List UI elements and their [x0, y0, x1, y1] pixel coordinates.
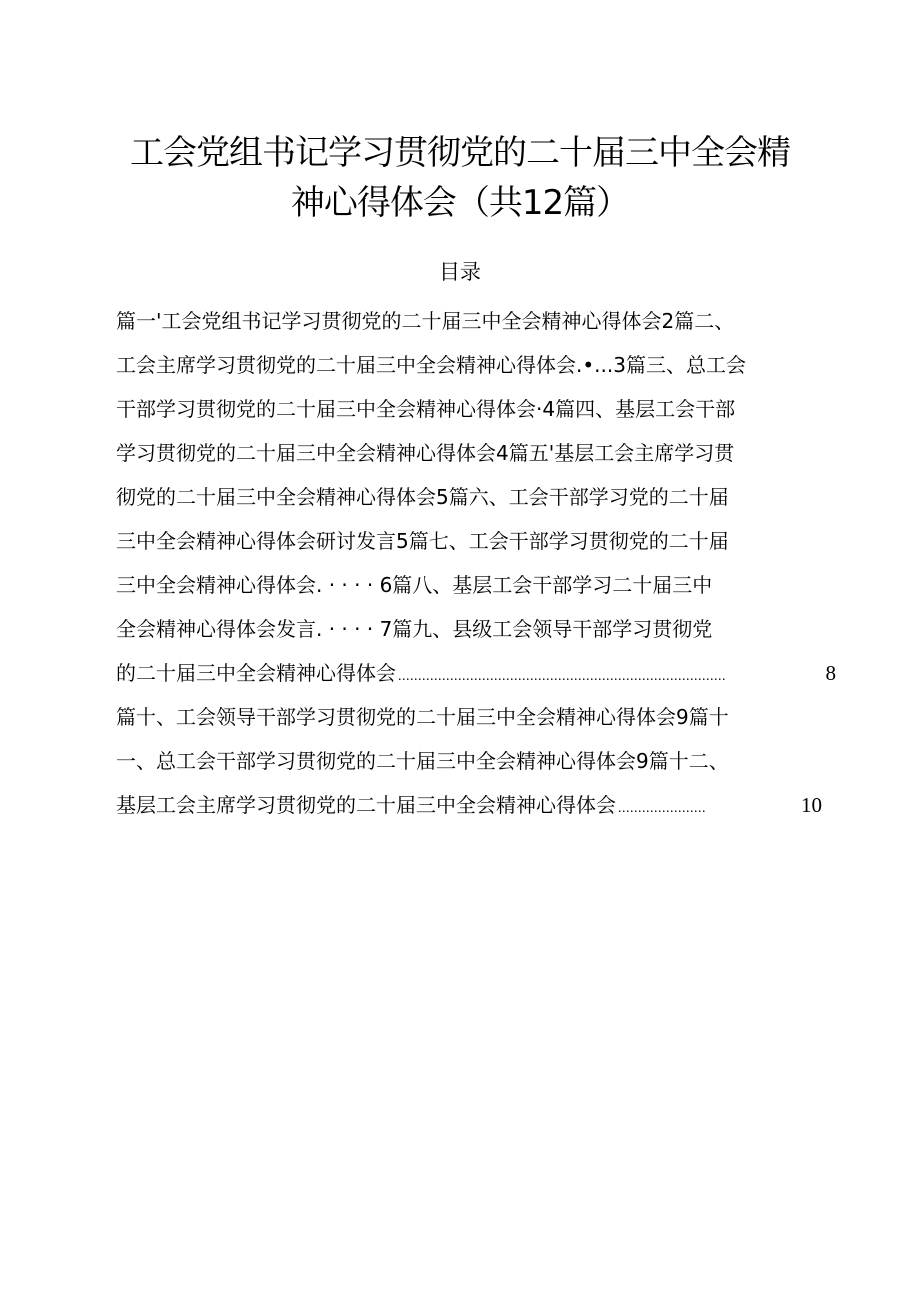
toc-entry-with-leader — [116, 790, 822, 824]
toc-entry-text: 的二十届三中全会精神心得体会 — [116, 661, 396, 685]
dot-leader: .................................................................................. — [398, 669, 726, 684]
toc-line: 篇一'工会党组书记学习贯彻党的二十届三中全会精神心得体会2篇二、 — [116, 309, 735, 333]
toc-line: 篇十、工会领导干部学习贯彻党的二十届三中全会精神心得体会9篇十 — [116, 705, 729, 729]
document-title — [100, 128, 820, 228]
toc-page-number: 8 — [825, 661, 836, 685]
toc-entry-with-leader — [116, 658, 836, 692]
toc-line: 彻党的二十届三中全会精神心得体会5篇六、工会干部学习党的二十届 — [116, 485, 729, 509]
toc-line: 工会主席学习贯彻党的二十届三中全会精神心得体会.•...3篇三、总工会 — [116, 353, 746, 377]
toc-entry-text: 基层工会主席学习贯彻党的二十届三中全会精神心得体会 — [116, 793, 616, 817]
toc-page-number: 10 — [801, 793, 822, 817]
toc-line: 三中全会精神心得体会. · · · · 6篇八、基层工会干部学习二十届三中 — [116, 573, 713, 597]
toc-line: 学习贯彻党的二十届三中全会精神心得体会4篇五'基层工会主席学习贯 — [116, 441, 735, 465]
toc-line: 三中全会精神心得体会研讨发言5篇七、工会干部学习贯彻党的二十届 — [116, 529, 729, 553]
toc-line: 全会精神心得体会发言. · · · · 7篇九、县级工会领导干部学习贯彻党 — [116, 617, 713, 641]
dot-leader: ...................... — [618, 801, 706, 816]
toc-line: 一、总工会干部学习贯彻党的二十届三中全会精神心得体会9篇十二、 — [116, 749, 729, 773]
toc-heading: 目录 — [439, 260, 481, 284]
title-line-1: 工会党组书记学习贯彻党的二十届三中全会精 — [130, 133, 790, 173]
toc-line: 干部学习贯彻党的二十届三中全会精神心得体会·4篇四、基层工会干部 — [116, 397, 736, 421]
title-line-2: 神心得体会（共12篇） — [290, 183, 630, 223]
